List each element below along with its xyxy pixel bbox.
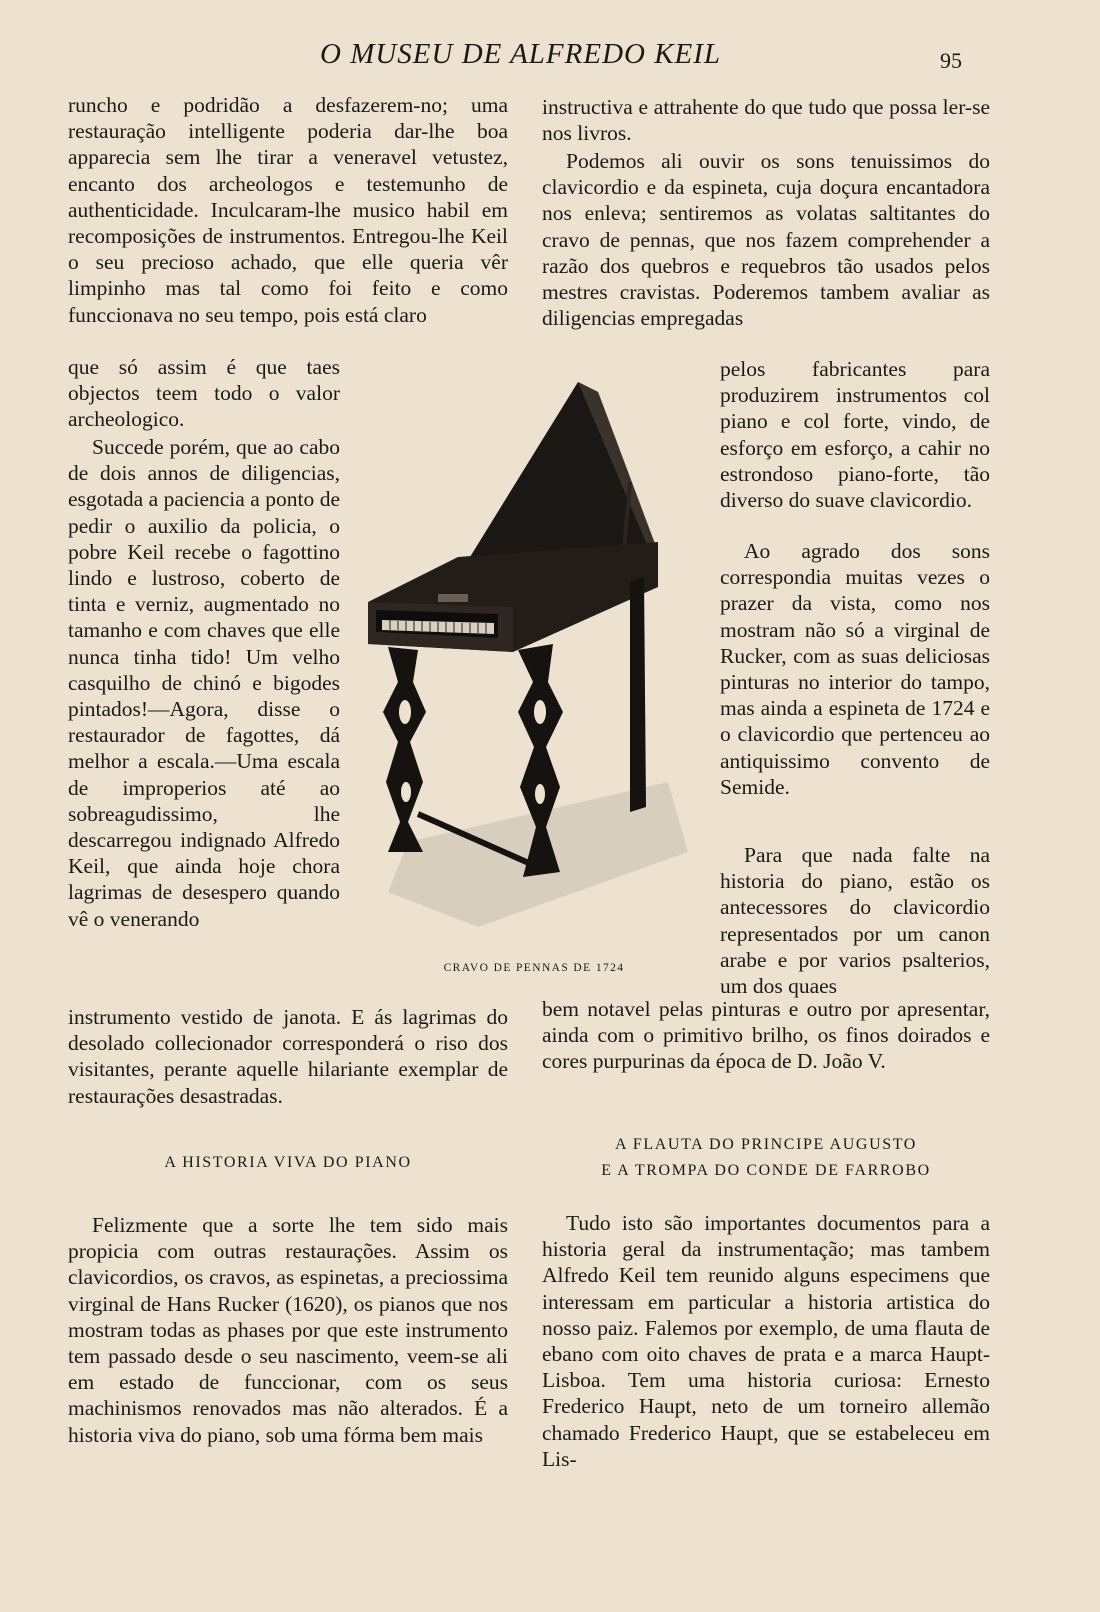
page-number: 95 [940, 48, 962, 73]
paragraph: Felizmente que a sorte lhe tem sido mais propicia com outras restaurações. Assim os clavicordios, os cravos, as espinetas, a preciossima virginal de Hans Rucker (1620), os pianos que nos mostram todas as phases por que este instrumento tem passado desde o seu nascimento, veem-se ali em estado de funccionar, com os seus machinismos renovados mas não alterados. É a historia viva do piano, sob uma fórma bem mais [68, 1213, 508, 1447]
section-heading: E A TROMPA DO CONDE DE FARROBO [601, 1162, 931, 1179]
paragraph: Podemos ali ouvir os sons tenuissimos do clavicordio e da espineta, cuja doçura encantadora nos enleva; sentiremos as volatas saltitantes do cravo de pennas, que nos fazem comprehender a razão dos quebros e requebros tão usados pelos mestres cravistas. Poderemos tambem avaliar as diligencias empregadas [542, 149, 990, 331]
paragraph: Para que nada falte na historia do piano, estão os antecessores do clavicordio representados por um canon arabe e por varios psalterios, um dos quaes [720, 843, 990, 999]
paragraph: instrumento vestido de janota. E ás lagrimas do desolado collecionador corresponderá o riso dos visitantes, perante aquelle hilariante exemplar de restaurações desastradas. [68, 1005, 508, 1108]
paragraph: instructiva e attrahente do que tudo que possa ler-se nos livros. [542, 95, 990, 146]
running-title: O MUSEU DE ALFREDO KEIL [320, 38, 722, 70]
paragraph: bem notavel pelas pinturas e outro por apresentar, ainda com o primitivo brilho, os finos doirados e cores purpurinas da época de D. João V. [542, 997, 990, 1074]
paragraph: Tudo isto são importantes documentos para a historia geral da instrumentação; mas tambem Alfredo Keil tem reunido alguns especimens que interessam em particular a historia artistica do nosso paiz. Falemos por exemplo, de uma flauta de ebano com oito chaves de prata e a marca Haupt-Lisboa. Tem uma historia curiosa: Ernesto Frederico Haupt, neto de um torneiro allemão chamado Frederico Haupt, que se estabeleceu em Lis- [542, 1211, 990, 1471]
paragraph: Succede porém, que ao cabo de dois annos de diligencias, esgotada a paciencia a ponto de pedir o auxilio da policia, o pobre Keil recebe o fagottino lindo e lustroso, coberto de tinta e verniz, augmentado no tamanho e com chaves que elle nunca tinha tido! Um velho casquilho de chinó e bigodes pintados!—Agora, disse o restaurador de fagottes, dá melhor a escala.—Uma escala de improperios até ao sobreagudissimo, lhe descarregou indignado Alfredo Keil, que ainda hoje chora lagrimas de desespero quando vê o venerando [68, 435, 340, 931]
paragraph: que só assim é que taes objectos teem todo o valor archeologico. [68, 355, 340, 432]
section-heading: A FLAUTA DO PRINCIPE AUGUSTO [615, 1136, 917, 1153]
paragraph: runcho e podridão a desfazerem-no; uma restauração intelligente poderia dar-lhe boa apparecia sem lhe tirar a veneravel vetustez, encanto dos archeologos e testemunho de authenticidade. Inculcaram-lhe musico habil em recomposições de instrumentos. Entregou-lhe Keil o seu precioso achado, que elle queria vêr limpinho mas tal como foi feito e como funccionava no seu tempo, pois está claro [68, 93, 508, 327]
paragraph: pelos fabricantes para produzirem instrumentos col piano e col forte, vindo, de esforço em esforço, a cahir no estrondoso piano-forte, tão diverso do suave clavicordio. [720, 357, 990, 513]
running-head [0, 36, 1100, 76]
right-column [542, 94, 990, 1472]
section-heading: A HISTORIA VIVA DO PIANO [164, 1154, 412, 1171]
paragraph: Ao agrado dos sons correspondia muitas vezes o prazer da vista, como nos mostram não só a virginal de Rucker, com as suas deliciosas pinturas no interior do tampo, mas ainda a espineta de 1724 e o clavicordio que pertenceu ao antiquissimo convento de Semide. [720, 539, 990, 799]
figure-caption: CRAVO DE PENNAS DE 1724 [443, 962, 625, 974]
